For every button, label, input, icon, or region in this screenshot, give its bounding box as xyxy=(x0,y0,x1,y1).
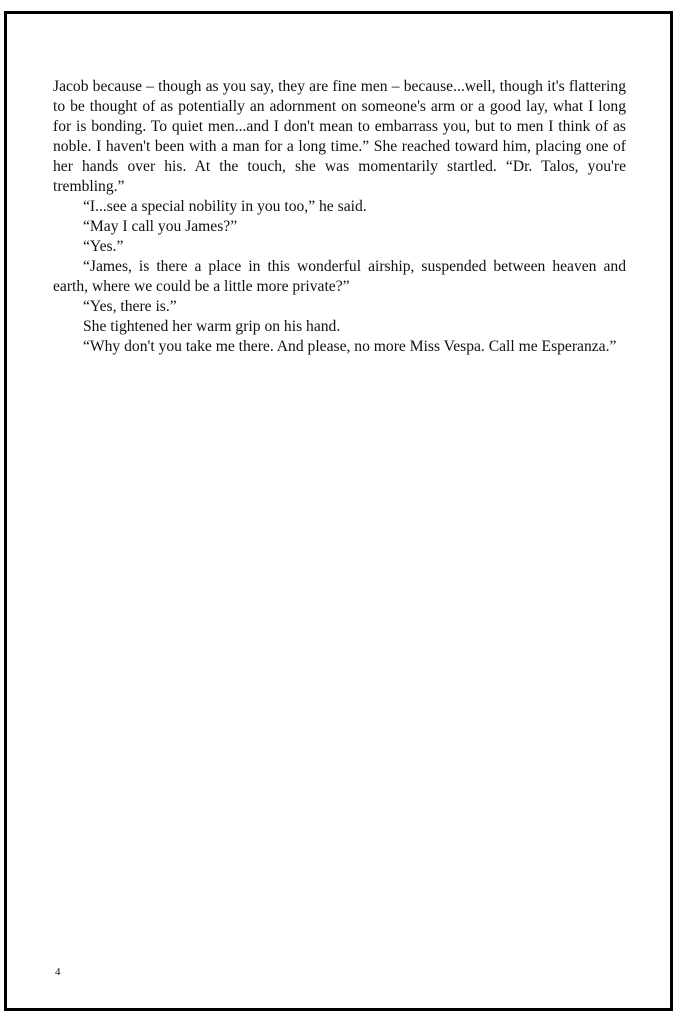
paragraph: “May I call you James?” xyxy=(83,218,238,235)
paragraph: “Yes.” xyxy=(83,238,124,255)
paragraph: “Yes, there is.” xyxy=(83,298,177,315)
paragraph: “James, is there a place in this wonderful airship, suspended between heaven and earth, where we could be a little more private?” xyxy=(53,258,626,295)
paragraph: She tightened her warm grip on his hand. xyxy=(83,318,341,335)
paragraph: “I...see a special nobility in you too,” he said. xyxy=(83,198,367,215)
body-text xyxy=(53,77,626,357)
paragraph: “Why don't you take me there. And please, no more Miss Vespa. Call me Esperanza.” xyxy=(83,338,617,355)
paragraph: Jacob because – though as you say, they are fine men – because...well, though it's flattering to be thought of as potentially an adornment on someone's arm or a good lay, what I long for is bonding. To quiet men...and I don't mean to embarrass you, but to men I think of as noble. I haven't been with a man for a long time.” She reached toward him, placing one of her hands over his. At the touch, she was momentarily startled. “Dr. Talos, you're trembling.” xyxy=(53,78,626,195)
page-number: 4 xyxy=(55,966,61,978)
